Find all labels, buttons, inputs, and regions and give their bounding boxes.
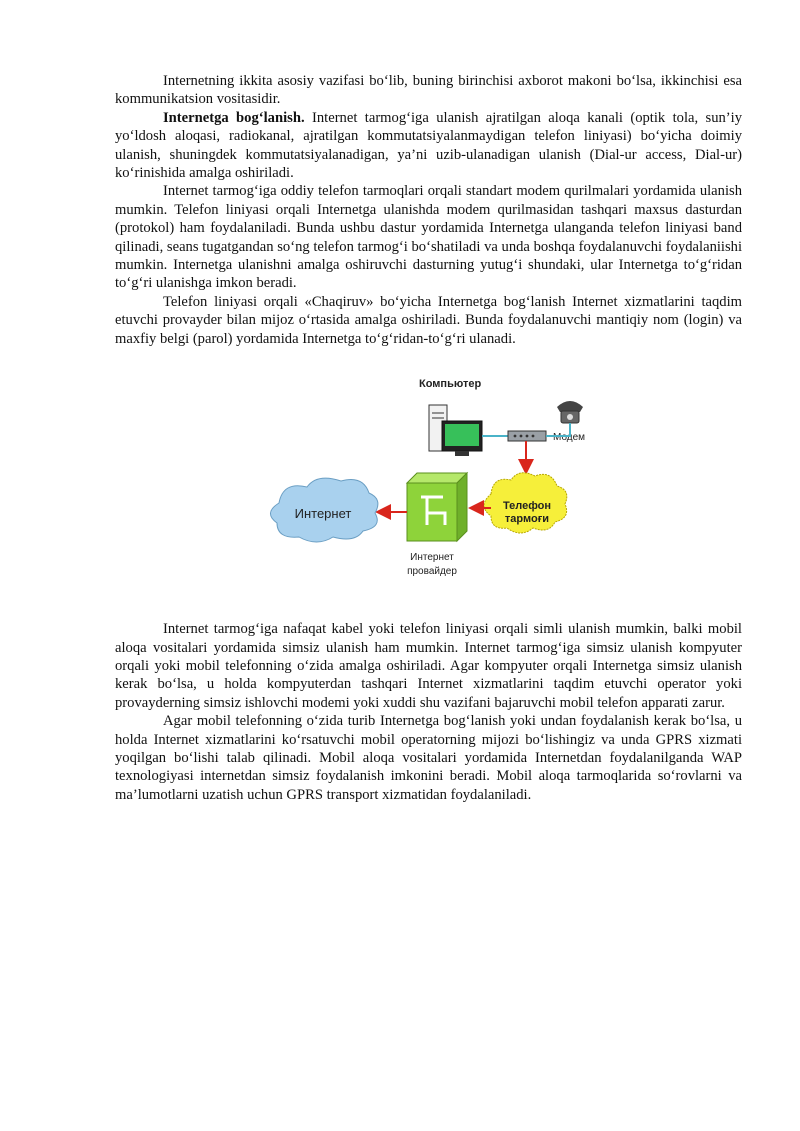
provider-label-2: провайдер (407, 566, 457, 578)
paragraph-1: Internetning ikkita asosiy vazifasi bo‘lib, buning birinchisi axborot makoni bo‘lsa, ikkinchisi esa kommunikatsion vositasidir. (115, 73, 742, 108)
phone-network-label-1: Телефон (502, 500, 552, 513)
paragraph-4: Telefon liniyasi orqali «Chaqiruv» bo‘yicha Internetga bog‘lanish Internet xizmatlarini taqdim etuvchi provayder bilan mijoz o‘rtasida amalga oshiriladi. Bunda foydalanuvchi mantiqiy nom (login) va maxfiy belgi (parol) yordamida Internetga to‘g‘ridan-to‘g‘ri ulanadi. (115, 293, 742, 347)
provider-label-1: Интернет (410, 552, 454, 564)
paragraph-3: Internet tarmog‘iga oddiy telefon tarmoqlari orqali standart modem qurilmalari yordamida ulanish mumkin. Telefon liniyasi orqali Internetga ulanishda modem qurilmasidan tashqari maxsus dasturdan (protokol) ham foydalaniladi. Bunda ushbu dastur yordamida Internetga ulanganda telefon liniyasi band qilinadi, seans tugatgandan so‘ng telefon tarmog‘i bo‘shatiladi va unda boshqa foydalanuvchi foydalaniishi mumkin. Internetga ulanishni amalga oshiruvchi dasturning yutug‘i shundaki, ular Internetga to‘g‘ridan to‘g‘ri ulanishga imkon beradi. (115, 183, 742, 292)
modem-icon (508, 431, 546, 441)
modem-label: Модем (553, 432, 586, 444)
document-page (115, 72, 742, 804)
paragraph-6: Agar mobil telefonning o‘zida turib Internetga bog‘lanish yoki undan foydalanish kerak bo‘lsa, u holda Internet xizmatlarini ko‘rsatuvchi mobil operatorning mijozi bo‘lishingiz va unda GPRS xizmati yoqilgan bo‘lishi talab qilinadi. Mobil aloqa vositalari yordamida Internetdan foydalanilganda WAP texnologiyasi internetdan simsiz foydalanish imkonini beradi. Mobil aloqa tarmoqlarida so‘rovlarni va ma’lumotlarni uzatish uchun GPRS transport xizmatidan foydalaniladi. (115, 713, 742, 803)
internet-label: Интернет (294, 506, 352, 522)
phone-network-label-2: тармоғи (504, 513, 550, 526)
paragraph-2 (115, 109, 742, 183)
computer-label: Компьютер (419, 378, 482, 391)
paragraph-5: Internet tarmog‘iga nafaqat kabel yoki telefon liniyasi orqali simli ulanish mumkin, balki mobil aloqa vositalari yordamida simsiz ulanish ham mumkin. Internet tarmog‘iga simsiz ulanish kompyuter orqali yoki mobil telefonning o‘zida amalga oshiriladi. Agar kompyuter orqali Internetga simsiz ulanish kerak bo‘lsa, u holda kompyuterdan tashqari Internet xizmatlarini taqdim etuvchi operator yoki provayderning simsiz ishlovchi modemi yoki xuddi shu vazifani bajaruvchi mobil telefon apparati zarur. (115, 621, 742, 711)
connection-diagram-svg (115, 363, 742, 601)
telephone-icon (557, 401, 583, 423)
computer-icon (429, 405, 482, 456)
section-heading: Internetga bog‘lanish. (163, 109, 305, 126)
provider-icon (407, 473, 467, 541)
paragraph-2-text: Internet tarmog‘iga ulanish ajratilgan aloqa kanali (optik tola, sun’iy yo‘ldosh aloqasi, radiokanal, ajratilgan kommutatsiyalanmaydigan telefon liniyasi) bo‘yicha doimiy ulanish, shuningdek kommutatsiyalanadigan, ya’ni uzib-ulanadigan ulanish (Dial-ur access, Dial-ur) ko‘rinishida amalga oshiriladi. (115, 109, 743, 182)
connection-diagram (115, 363, 742, 601)
